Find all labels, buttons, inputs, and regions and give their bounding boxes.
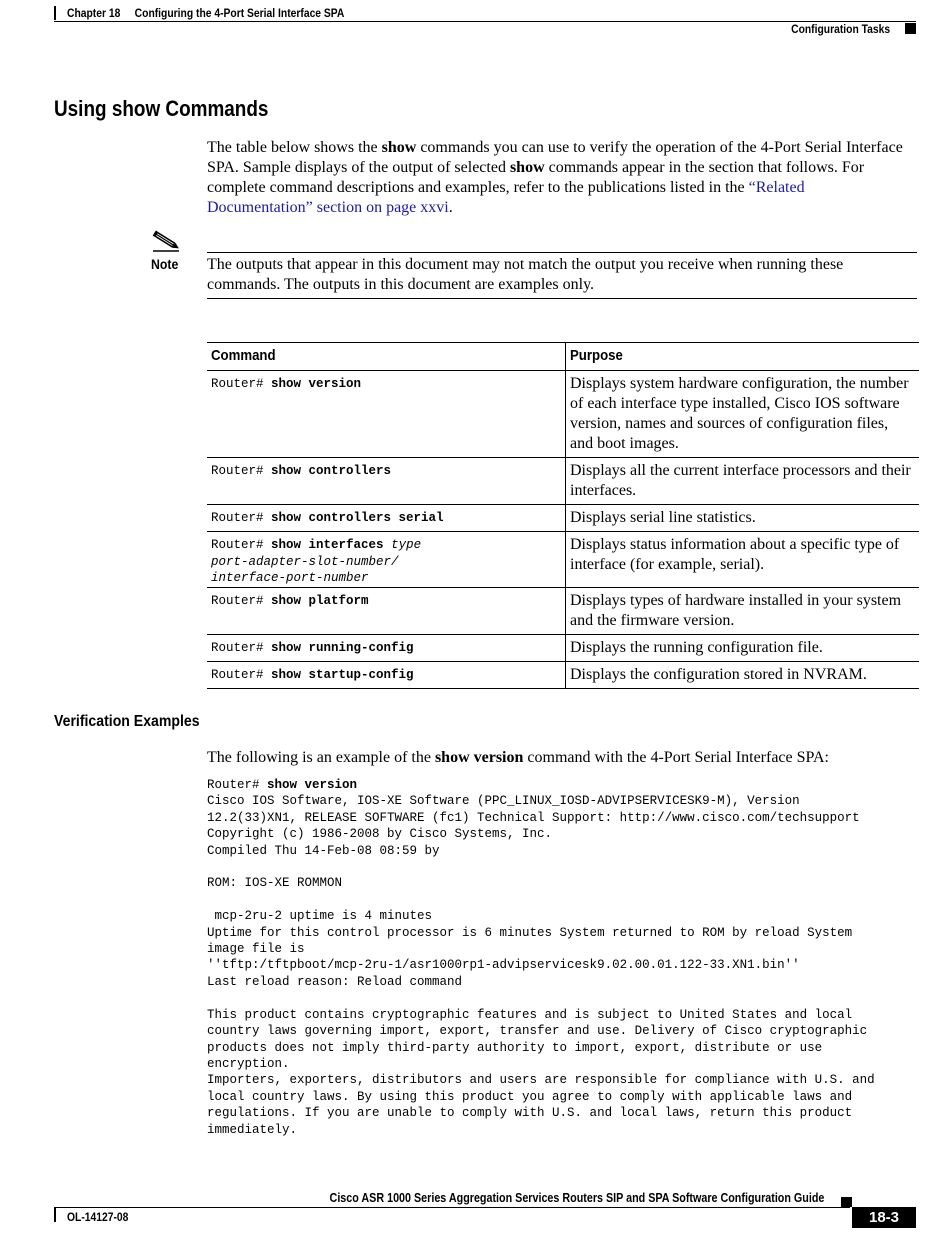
note-label: Note	[151, 256, 179, 272]
command-cell: Router# show version	[207, 371, 566, 458]
page-title: Using show Commands	[54, 96, 269, 121]
guide-title: Cisco ASR 1000 Series Aggregation Services Routers SIP and SPA Software Configuration Guide	[329, 1191, 824, 1205]
command-cell: Router# show running-config	[207, 635, 566, 662]
show-version-output	[207, 777, 875, 1138]
table-header-row	[207, 343, 919, 371]
code-command: show version	[267, 778, 358, 792]
note-text: The outputs that appear in this document may not match the output you receive when running these commands. The outputs in this document are examples only.	[207, 256, 844, 293]
purpose-cell: Displays types of hardware installed in your system and the firmware version.	[570, 592, 902, 629]
table-row	[207, 458, 919, 505]
footer-marker	[841, 1197, 852, 1207]
command-cell: Router# show controllers serial	[207, 505, 566, 532]
command-cell: Router# show controllers	[207, 458, 566, 505]
footer-bar	[54, 1208, 56, 1222]
table-row	[207, 662, 919, 689]
table-row	[207, 588, 919, 635]
intro-text-4: .	[448, 199, 453, 216]
verification-heading: Verification Examples	[54, 713, 200, 730]
command-cell: Router# show interfaces type port-adapter-slot-number/ interface-port-number	[207, 532, 566, 588]
header-bar	[54, 6, 56, 20]
intro-text-2: commands you can use to verify the operation of the 4-Port Serial Interface SPA. Sample displays of the output of selected	[207, 139, 903, 176]
intro-text-1: The table below shows the	[207, 139, 382, 156]
purpose-cell: Displays serial line statistics.	[570, 509, 756, 526]
table-row	[207, 505, 919, 532]
note-rule-top	[207, 252, 917, 253]
header-marker	[905, 23, 916, 34]
chapter-title: Configuring the 4-Port Serial Interface SPA	[134, 6, 345, 20]
section-header: Configuration Tasks	[790, 22, 890, 36]
table-row	[207, 635, 919, 662]
table-row	[207, 532, 919, 588]
verification-intro: The following is an example of the show version command with the 4-Port Serial Interface SPA:	[207, 749, 829, 766]
chapter-header	[67, 6, 344, 20]
intro-text-3: commands appear in the section that follows. For complete command descriptions and examples, refer to the publications listed in the	[207, 159, 865, 196]
command-cell: Router# show platform	[207, 588, 566, 635]
related-documentation-link[interactable]: “Related Documentation” section on page xxvi	[207, 179, 805, 216]
purpose-cell: Displays the configuration stored in NVRAM.	[570, 666, 867, 683]
pencil-icon	[152, 229, 182, 253]
document-number: OL-14127-08	[67, 1210, 129, 1224]
footer-rule	[54, 1207, 850, 1208]
show-commands-table	[207, 342, 919, 689]
chapter-number: Chapter 18	[67, 6, 121, 20]
intro-bold-1: show	[381, 139, 417, 156]
purpose-cell: Displays the running configuration file.	[570, 639, 823, 656]
command-column-header: Command	[207, 343, 566, 371]
purpose-column-header: Purpose	[570, 347, 623, 364]
purpose-cell: Displays status information about a specific type of interface (for example, serial).	[570, 536, 900, 573]
command-cell: Router# show startup-config	[207, 662, 566, 689]
table-row	[207, 371, 919, 458]
header-rule	[54, 21, 916, 22]
purpose-cell: Displays all the current interface processors and their interfaces.	[570, 462, 911, 499]
intro-bold-2: show	[509, 159, 545, 176]
purpose-cell: Displays system hardware configuration, the number of each interface type installed, Cisco IOS software version, names and sources of configuration files, and boot images.	[570, 375, 909, 452]
code-output: Cisco IOS Software, IOS-XE Software (PPC_LINUX_IOSD-ADVIPSERVICESK9-M), Version 12.2(33)XN1, RELEASE SOFTWARE (fc1) Technical Support: http://www.cisco.com/techsupport Copyright (c) 1986-2008 by Cisco Systems, Inc. Compiled Thu 14-Feb-08 08:59 by ROM: IOS-XE ROMMON mcp-2ru-2 uptime is 4 minutes Uptime for this control processor is 6 minutes System returned to ROM by reload System image file is ''tftp:/tftpboot/mcp-2ru-1/asr1000rp1-advipservicesk9.02.00.01.122-33.XN1.bin'' Last reload reason: Reload command This product contains cryptographic features and is subject to United States and local country laws governing import, export, transfer and use. Delivery of Cisco cryptographic products does not imply third-party authority to import, export, distribute or use encryption. Importers, exporters, distributors and users are responsible for compliance with U.S. and local country laws. By using this product you agree to comply with applicable laws and regulations. If you are unable to comply with U.S. and local laws, return this product immediately.	[207, 794, 875, 1137]
intro-paragraph	[207, 138, 907, 218]
note-rule-bottom	[207, 298, 917, 299]
code-prompt: Router#	[207, 778, 268, 792]
page-number: 18-3	[852, 1207, 916, 1228]
